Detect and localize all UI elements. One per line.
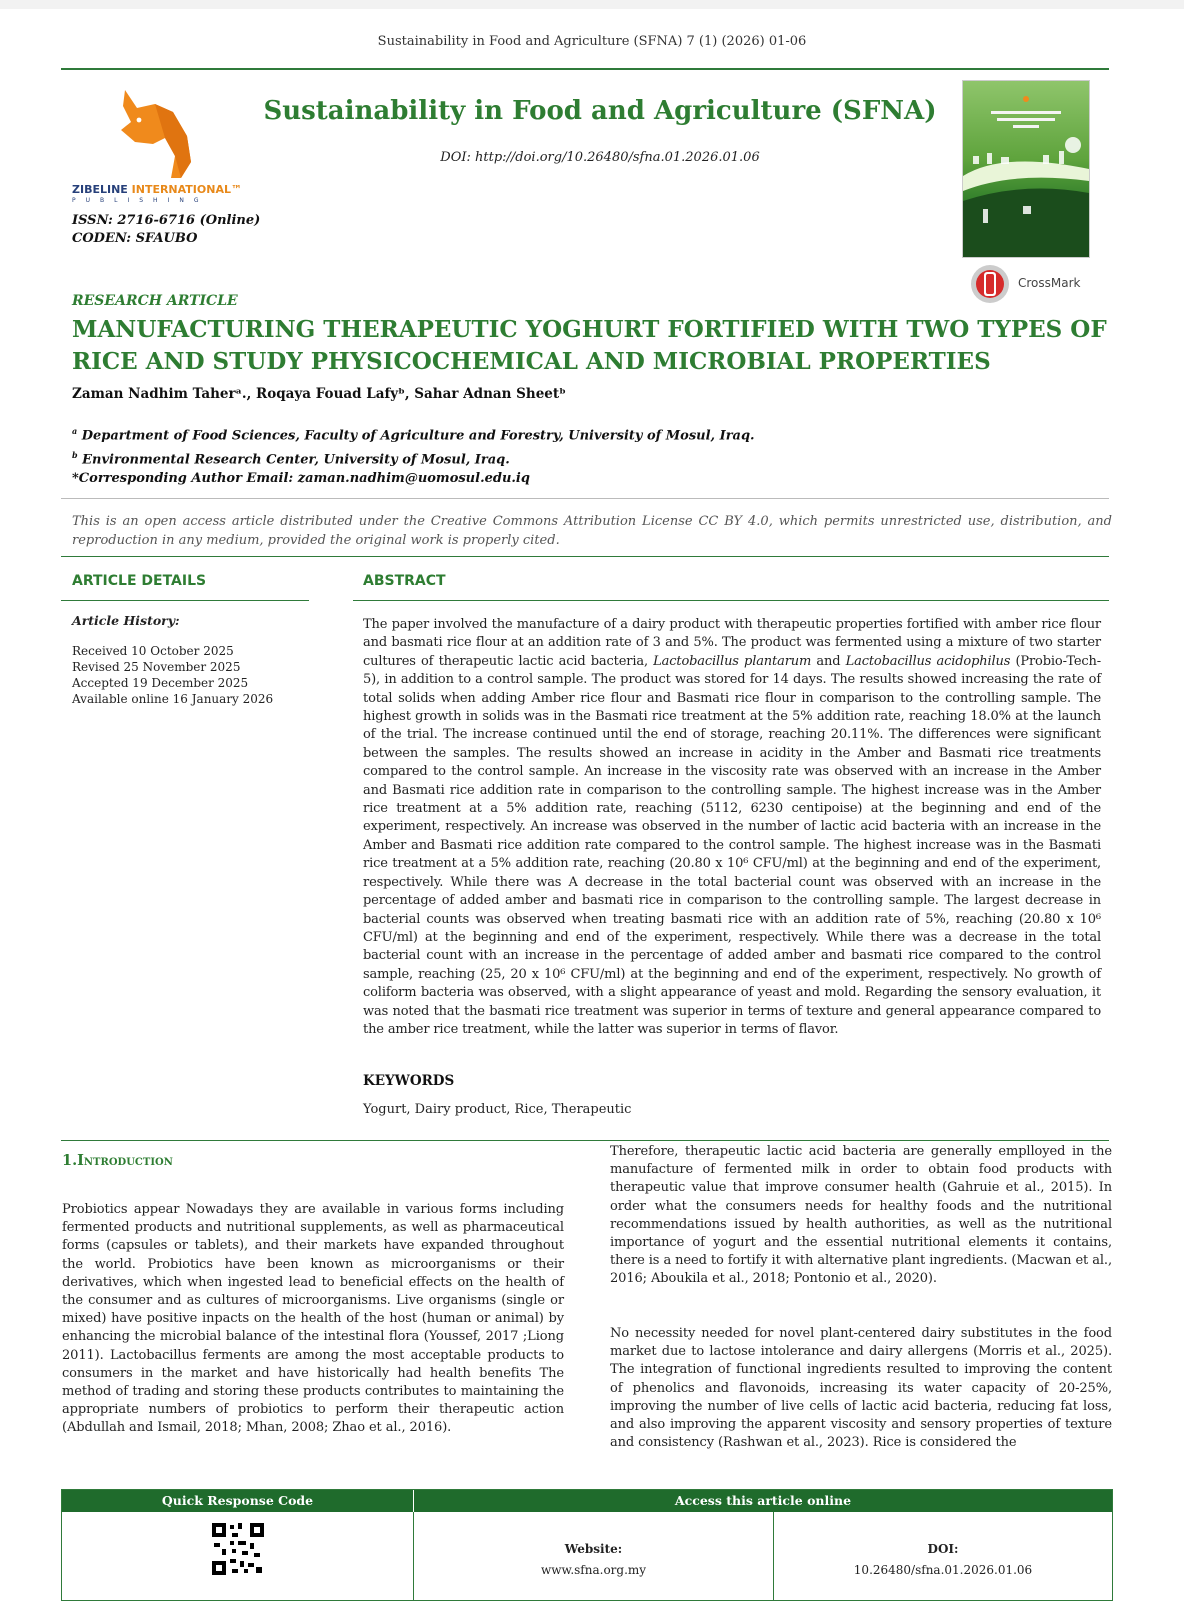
publisher-name-a: ZIBELINE — [72, 183, 128, 196]
table-divider-1 — [413, 1512, 414, 1600]
abstract-part-3: (Probio-Tech-5), in addition to a control sample. The product was stored for 14 days. The results showed increasing the rate of total solids when adding Amber rice flour and Basmati rice flour in comparison to the controlling sample. The highest growth in solids was in the Basmati rice treatment at the 5% addition rate, reaching 18.0% at the launch of the trial. The increase continued until the end of storage, reaching 20.11%. The differences were significant between the samples. The results showed an increase in acidity in the Amber and Basmati rice treatments compared to the control sample. An increase in the viscosity rate was observed with an increase in the Amber and Basmati rice addition rate in comparison to the controlling sample. The highest increase was in the Amber rice treatment at a 5% addition rate, reaching (5112, 6230 centipoise) at the beginning and end of the experiment, respectively. An increase was observed in the number of lactic acid bacteria with an increase in the Amber and Basmati rice addition rate compared to the control sample. The highest increase was in the Basmati rice treatment at a 5% addition rate, reaching (20.80 x 10⁶ CFU/ml) at the beginning and end of the experiment, respectively. While there was A decrease in the total bacterial count was observed with an increase in the percentage of added amber and basmati rice in comparison to the controlling sample. The largest decrease in bacterial counts was observed when treating basmati rice with an addition rate of 5%, reaching (20.80 x 10⁶ CFU/ml) at the beginning and end of the experiment, respectively. While there was a decrease in the total bacterial count with an increase in the percentage of added amber and basmati rice compared to the control sample, reaching (25, 20 x 10⁶ CFU/ml) at the beginning and end of the experiment, respectively. No growth of coliform bacteria was observed, with a slight appearance of yeast and mold. Regarding the sensory evaluation, it was noted that the basmati rice treatment was superior in terms of texture and general appearance compared to the amber rice treatment, while the latter was superior in terms of flavor. — [363, 653, 1102, 1037]
keywords-rule — [61, 1140, 1109, 1141]
publisher-name — [72, 183, 242, 196]
abstract-heading: ABSTRACT — [363, 573, 446, 589]
publisher-logo — [70, 86, 250, 204]
accepted-date: Accepted 19 December 2025 — [72, 676, 249, 690]
revised-date: Revised 25 November 2025 — [72, 660, 241, 674]
license-top-rule — [61, 498, 1109, 499]
table-divider-2 — [773, 1512, 774, 1600]
affiliation-a — [72, 422, 755, 446]
crossmark-badge[interactable] — [970, 264, 1090, 304]
affiliations — [72, 422, 755, 488]
website-link[interactable]: www.sfna.org.my — [540, 1563, 647, 1577]
article-authors: Zaman Nadhim Taherᵃ., Roqaya Fouad Lafyᵇ, Sahar Adnan Sheetᵇ — [72, 386, 566, 402]
intro-right-paragraph-2: No necessity needed for novel plant-centered dairy substitutes in the food market due to lactose intolerance and dairy allergens (Morris et al., 2025). The integration of functional ingredients resulted to improving the content of phenolics and flavonoids, increasing its water capacity of 20-25%, improving the number of live cells of lactic acid bacteria, reducing fat loss, and also improving the apparent viscosity and sensory properties of texture and consistency (Rashwan et al., 2023). Rice is considered the — [610, 1326, 1112, 1451]
license-text: This is an open access article distributed under the Creative Commons Attribution License CC BY 4.0, which permits unrestricted use, distribution, and reproduction in any medium, provided the original work is properly cited. — [72, 514, 1112, 548]
running-header: Sustainability in Food and Agriculture (SFNA) 7 (1) (2026) 01-06 — [377, 34, 807, 49]
publisher-sub: PUBLISHING — [72, 197, 209, 204]
details-rule — [61, 600, 309, 601]
doi-label: DOI: — [927, 1542, 959, 1556]
species-2: Lactobacillus acidophilus — [845, 653, 1011, 669]
abstract-rule — [353, 600, 1109, 601]
coden: CODEN: SFAUBO — [72, 231, 198, 246]
affil-a-text: Department of Food Sciences, Faculty of Agriculture and Forestry, University of Mosul, Iraq. — [81, 428, 755, 444]
intro-right-paragraph-1: Therefore, therapeutic lactic acid bacteria are generally emplloyed in the manufacture of fermented milk in order to obtain food products with therapeutic value that improve consumer health (Gahruie et al., 2015). In order what the consumers needs for healthy foods and the nutritional recommendations issued by health authorities, as well as the nutritional importance of yogurt and the essential nutritional elements it contains, there is a need to fortify it with alternative plant ingredients. (Macwan et al., 2016; Aboukila et al., 2018; Pontonio et al., 2020). — [610, 1144, 1112, 1287]
online-date: Available online 16 January 2026 — [72, 692, 274, 706]
header-rule — [61, 68, 1109, 70]
doi-value[interactable]: 10.26480/sfna.01.2026.01.06 — [853, 1563, 1033, 1577]
species-1: Lactobacillus plantarum — [653, 653, 812, 669]
article-history-title: Article History: — [72, 613, 180, 628]
access-header: Access this article online — [414, 1490, 1112, 1512]
article-type: RESEARCH ARTICLE — [72, 293, 238, 309]
journal-doi[interactable]: DOI: http://doi.org/10.26480/sfna.01.2026.01.06 — [440, 150, 760, 165]
received-date: Received 10 October 2025 — [72, 644, 234, 658]
cover-art-icon — [963, 81, 1089, 257]
publisher-name-b: INTERNATIONAL™ — [131, 183, 242, 196]
abstract-part-2: and — [811, 653, 846, 669]
abstract-text — [363, 616, 1101, 1039]
introduction-heading-text: 1.Introduction — [62, 1152, 173, 1169]
article-details-heading: ARTICLE DETAILS — [72, 573, 207, 589]
affil-a-mark: a — [72, 426, 78, 436]
abstract-part-1: The paper involved the manufacture of a dairy product with therapeutic properties fortified with amber rice flour and basmati rice flour at an addition rate of 3 and 5%. The product was fermented using a mixture of two starter cultures of therapeutic lactic acid bacteria, — [363, 617, 1101, 669]
journal-cover — [962, 80, 1090, 258]
fox-logo-icon — [115, 86, 199, 182]
article-title: MANUFACTURING THERAPEUTIC YOGHURT FORTIFIED WITH TWO TYPES OF RICE AND STUDY PHYSICOCHEMICAL AND MICROBIAL PROPERTIES — [72, 316, 1107, 375]
issn: ISSN: 2716-6716 (Online) — [72, 213, 261, 228]
qr-header: Quick Response Code — [62, 1490, 414, 1512]
article-history — [72, 643, 273, 707]
intro-left-paragraph: Probiotics appear Nowadays they are available in various forms including fermented products and nutritional supplements, as well as pharmaceutical forms (capsules or tablets), and their markets have expanded throughout the world. Probiotics have been known as microorganisms or their derivatives, which when ingested lead to beneficial effects on the health of the consumer and as cultures of microorganisms. Live organisms (single or mixed) have positive inpacts on the health of the host (human or animal) by enhancing the microbial balance of the intestinal flora (Youssef, 2017 ;Liong 2011). Lactobacillus ferments are among the most acceptable products to consumers in the market and have historically had health benefits The method of trading and storing these products contributes to maintaining the appropriate numbers of probiotics to perform their therapeutic action (Abdullah and Ismail, 2018; Mhan, 2008; Zhao et al., 2016). — [62, 1202, 564, 1436]
issn-block — [72, 212, 260, 248]
license-bottom-rule — [61, 556, 1109, 557]
website-label: Website: — [564, 1542, 623, 1556]
affil-b-text: Environmental Research Center, University of Mosul, Iraq. — [82, 452, 510, 468]
keywords-text: Yogurt, Dairy product, Rice, Therapeutic — [363, 1102, 632, 1117]
crossmark-label: CrossMark — [1018, 276, 1081, 290]
introduction-heading — [62, 1152, 173, 1169]
article-access-table — [61, 1489, 1113, 1601]
keywords-heading: KEYWORDS — [363, 1073, 455, 1089]
qr-code[interactable] — [212, 1523, 264, 1579]
corresponding-author[interactable]: *Corresponding Author Email: zaman.nadhim@uomosul.edu.iq — [72, 470, 530, 486]
affiliation-b — [72, 446, 755, 470]
journal-title: Sustainability in Food and Agriculture (SFNA) — [263, 96, 937, 126]
qr-code-icon — [212, 1523, 264, 1575]
top-strip — [0, 0, 1184, 9]
crossmark-icon — [970, 264, 1014, 304]
affil-b-mark: b — [72, 449, 78, 460]
